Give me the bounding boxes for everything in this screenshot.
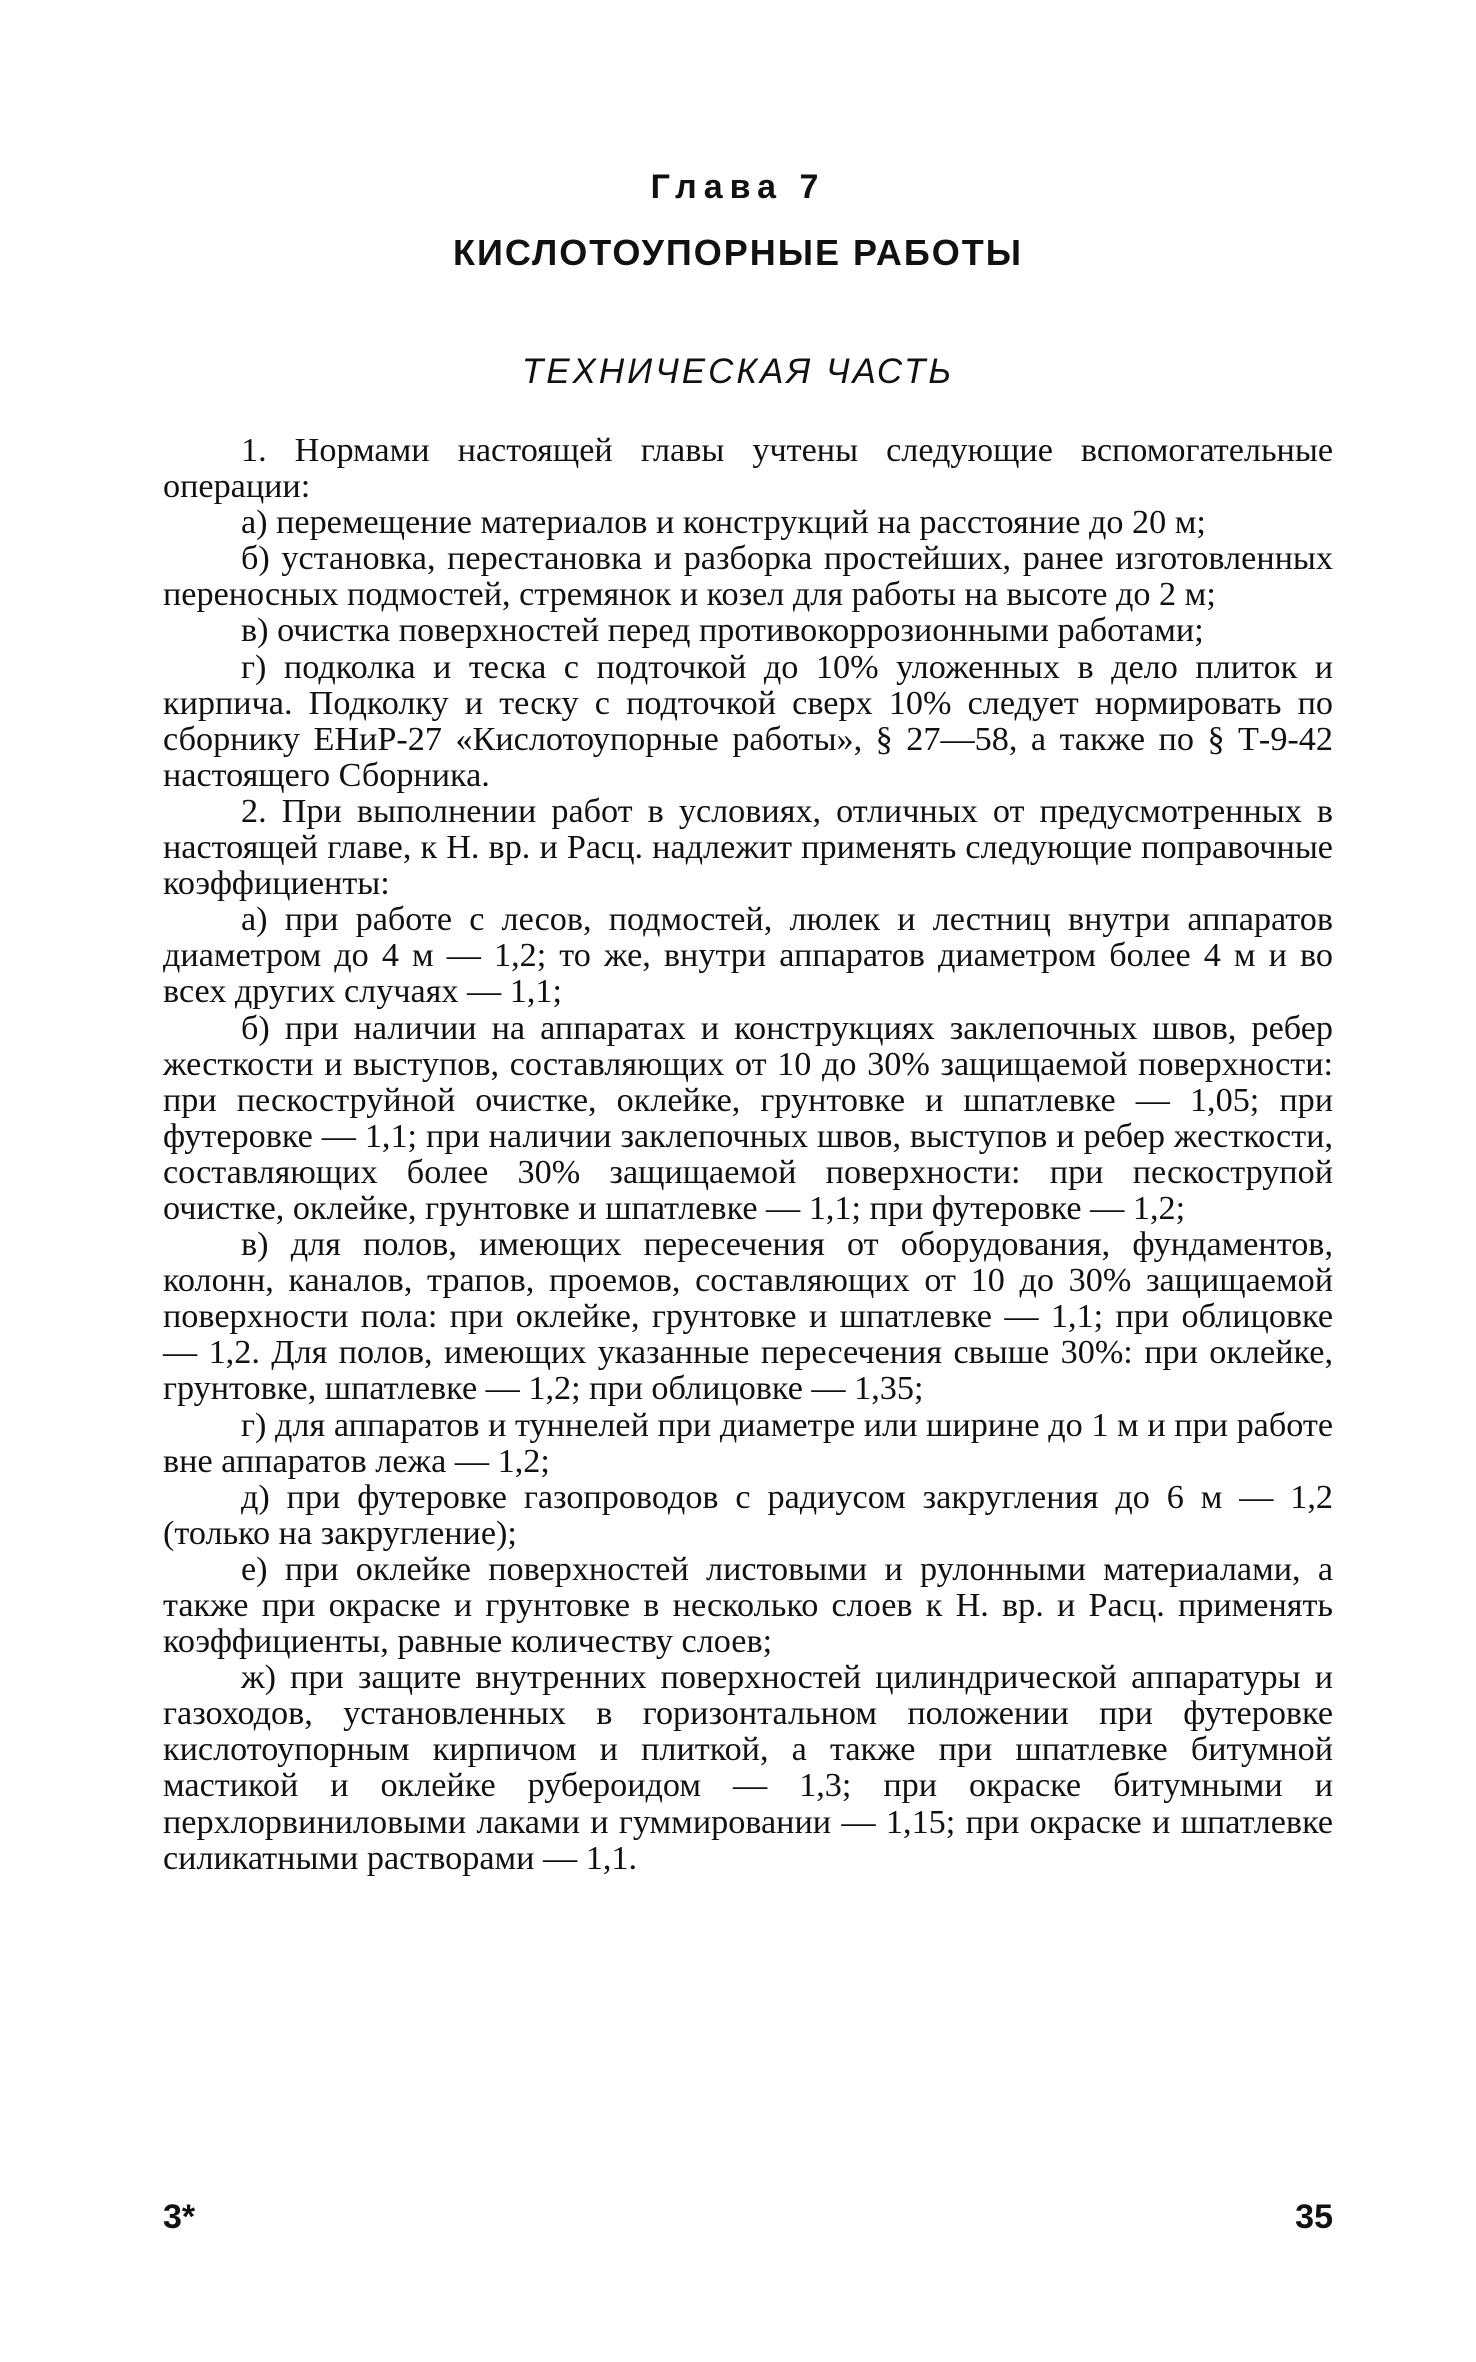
paragraph-2a: а) при работе с лесов, подмостей, люлек и лестниц внутри аппаратов диаметром до 4 м — 1,2; то же, внутри аппаратов диаметром более 4 м и во всех других случаях — 1,1; xyxy=(163,901,1333,1011)
paragraph-2v: в) для полов, имеющих пересечения от оборудования, фундаментов, колонн, каналов, трапов, проемов, составляющих от 10 до 30% защищаемой поверхности пола: при оклейке, грунтовке и шпатлевке — 1,1; при облицовке — 1,2. Для полов, имеющих указанные пересечения свыше 30%: при оклейке, грунтовке, шпатлевке — 1,2; при облицовке — 1,35; xyxy=(163,1226,1333,1408)
signature-mark: 3* xyxy=(163,2198,196,2236)
paragraph-2zh: ж) при защите внутренних поверхностей цилиндрической аппаратуры и газоходов, установленных в горизонтальном положении при футеровке кислотоупорным кирпичом и плиткой, а также при шпатлевке битумной мастикой и оклейке рубероидом — 1,3; при окраске битумными и перхлорвиниловыми лаками и гуммировании — 1,15; при окраске и шпатлевке силикатными растворами — 1,1. xyxy=(163,1659,1333,1877)
paragraph-1: 1. Нормами настоящей главы учтены следующие вспомогательные операции: xyxy=(163,432,1333,506)
paragraph-1b: б) установка, перестановка и разборка простейших, ранее изготовленных переносных подмостей, стремянок и козел для работы на высоте до 2 м; xyxy=(163,540,1333,614)
paragraph-1a: а) перемещение материалов и конструкций на расстояние до 20 м; xyxy=(241,504,1206,542)
chapter-title: КИСЛОТОУПОРНЫЕ РАБОТЫ xyxy=(453,232,1023,273)
paragraph-2: 2. При выполнении работ в условиях, отличных от предусмотренных в настоящей главе, к Н. вр. и Расц. надлежит применять следующие поправочные коэффициенты: xyxy=(163,792,1333,903)
section-subtitle: ТЕХНИЧЕСКАЯ ЧАСТЬ xyxy=(521,352,955,391)
paragraph-2e: е) при оклейке поверхностей листовыми и рулонными материалами, а также при окраске и грунтовке в несколько слоев к Н. вр. и Расц. применять коэффициенты, равные количеству слоев; xyxy=(163,1550,1333,1661)
paragraph-1v: в) очистка поверхностей перед противокоррозионными работами; xyxy=(241,612,1204,650)
body-text xyxy=(163,433,1333,1877)
page-number: 35 xyxy=(1295,2198,1333,2236)
paragraph-1g: г) подколка и теска с подточкой до 10% уложенных в дело плиток и кирпича. Подколку и теску с подточкой сверх 10% следует нормировать по сборнику ЕНиР-27 «Кислотоупорные работы», § 27—58, а также по § Т-9-42 настоящего Сборника. xyxy=(163,648,1333,794)
paragraph-2b: б) при наличии на аппаратах и конструкциях заклепочных швов, ребер жесткости и выступов, составляющих от 10 до 30% защищаемой поверхности: при пескоструйной очистке, оклейке, грунтовке и шпатлевке — 1,05; при футеровке — 1,1; при наличии заклепочных швов, выступов и ребер жесткости, составляющих более 30% защищаемой поверхности: при пескострупой очистке, оклейке, грунтовке и шпатлевке — 1,1; при футеровке — 1,2; xyxy=(163,1009,1333,1227)
paragraph-2g: г) для аппаратов и туннелей при диаметре или ширине до 1 м и при работе вне аппаратов лежа — 1,2; xyxy=(163,1406,1333,1480)
paragraph-2d: д) при футеровке газопроводов с радиусом закругления до 6 м — 1,2 (только на закругление); xyxy=(163,1478,1333,1552)
chapter-heading: Глава 7 xyxy=(650,168,826,206)
